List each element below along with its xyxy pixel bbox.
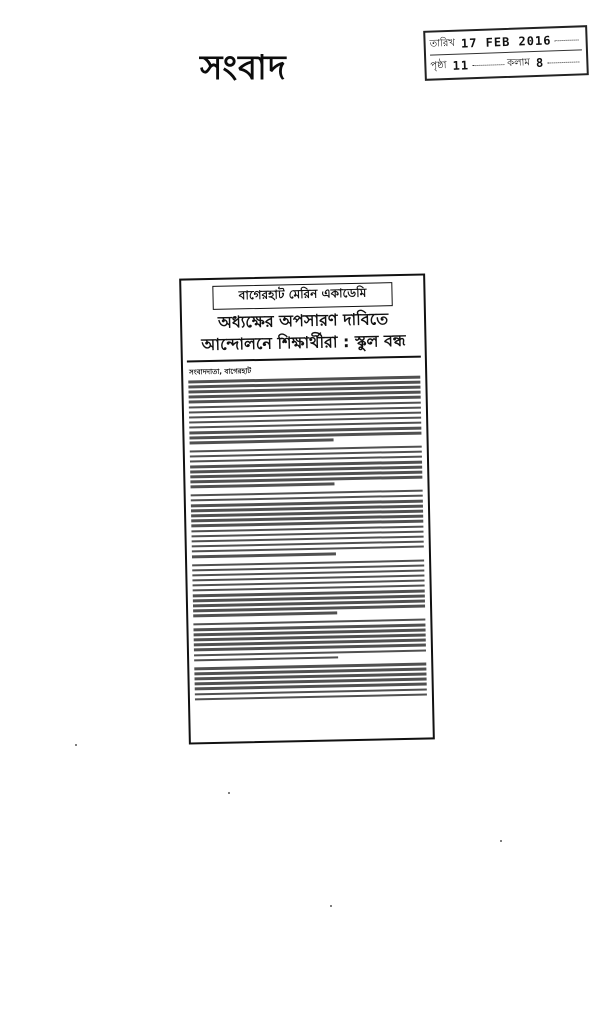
scan-speck <box>228 792 230 794</box>
scan-speck <box>75 744 77 746</box>
article-text-line <box>190 439 334 445</box>
article-text-line <box>193 612 337 618</box>
stamp-page-label: পৃষ্ঠা <box>430 59 447 72</box>
article-kicker: বাগেরহাট মেরিন একাডেমি <box>212 282 392 310</box>
article-headline <box>186 308 421 357</box>
headline-line-1: অধ্যক্ষের অপসারণ দাবিতে <box>217 309 389 332</box>
article-body-text <box>188 376 427 701</box>
stamp-dotted-line <box>554 38 578 41</box>
stamp-page-value: 11 <box>452 58 470 73</box>
stamp-date-value: 17 FEB 2016 <box>460 33 552 51</box>
scan-speck <box>330 905 332 907</box>
newspaper-masthead: সংবাদ <box>200 48 287 88</box>
stamp-column-value: 8 <box>535 55 545 70</box>
article-text-line <box>194 656 338 662</box>
headline-line-2: আন্দোলনে শিক্ষার্থীরা : স্কুল বন্ধ <box>201 330 406 355</box>
scan-speck <box>500 840 502 842</box>
stamp-dotted-line <box>547 60 579 63</box>
article-byline: সংবাদদাতা, বাগেরহাট <box>189 366 252 376</box>
clipping-stamp <box>423 25 589 81</box>
stamp-dotted-line <box>472 63 504 66</box>
stamp-column-label: কলাম <box>506 56 531 69</box>
stamp-page-row <box>430 51 583 76</box>
stamp-date-label: তারিখ <box>429 37 456 50</box>
article-text-line <box>192 552 336 558</box>
news-clipping <box>179 273 435 744</box>
article-text-line <box>190 483 334 489</box>
